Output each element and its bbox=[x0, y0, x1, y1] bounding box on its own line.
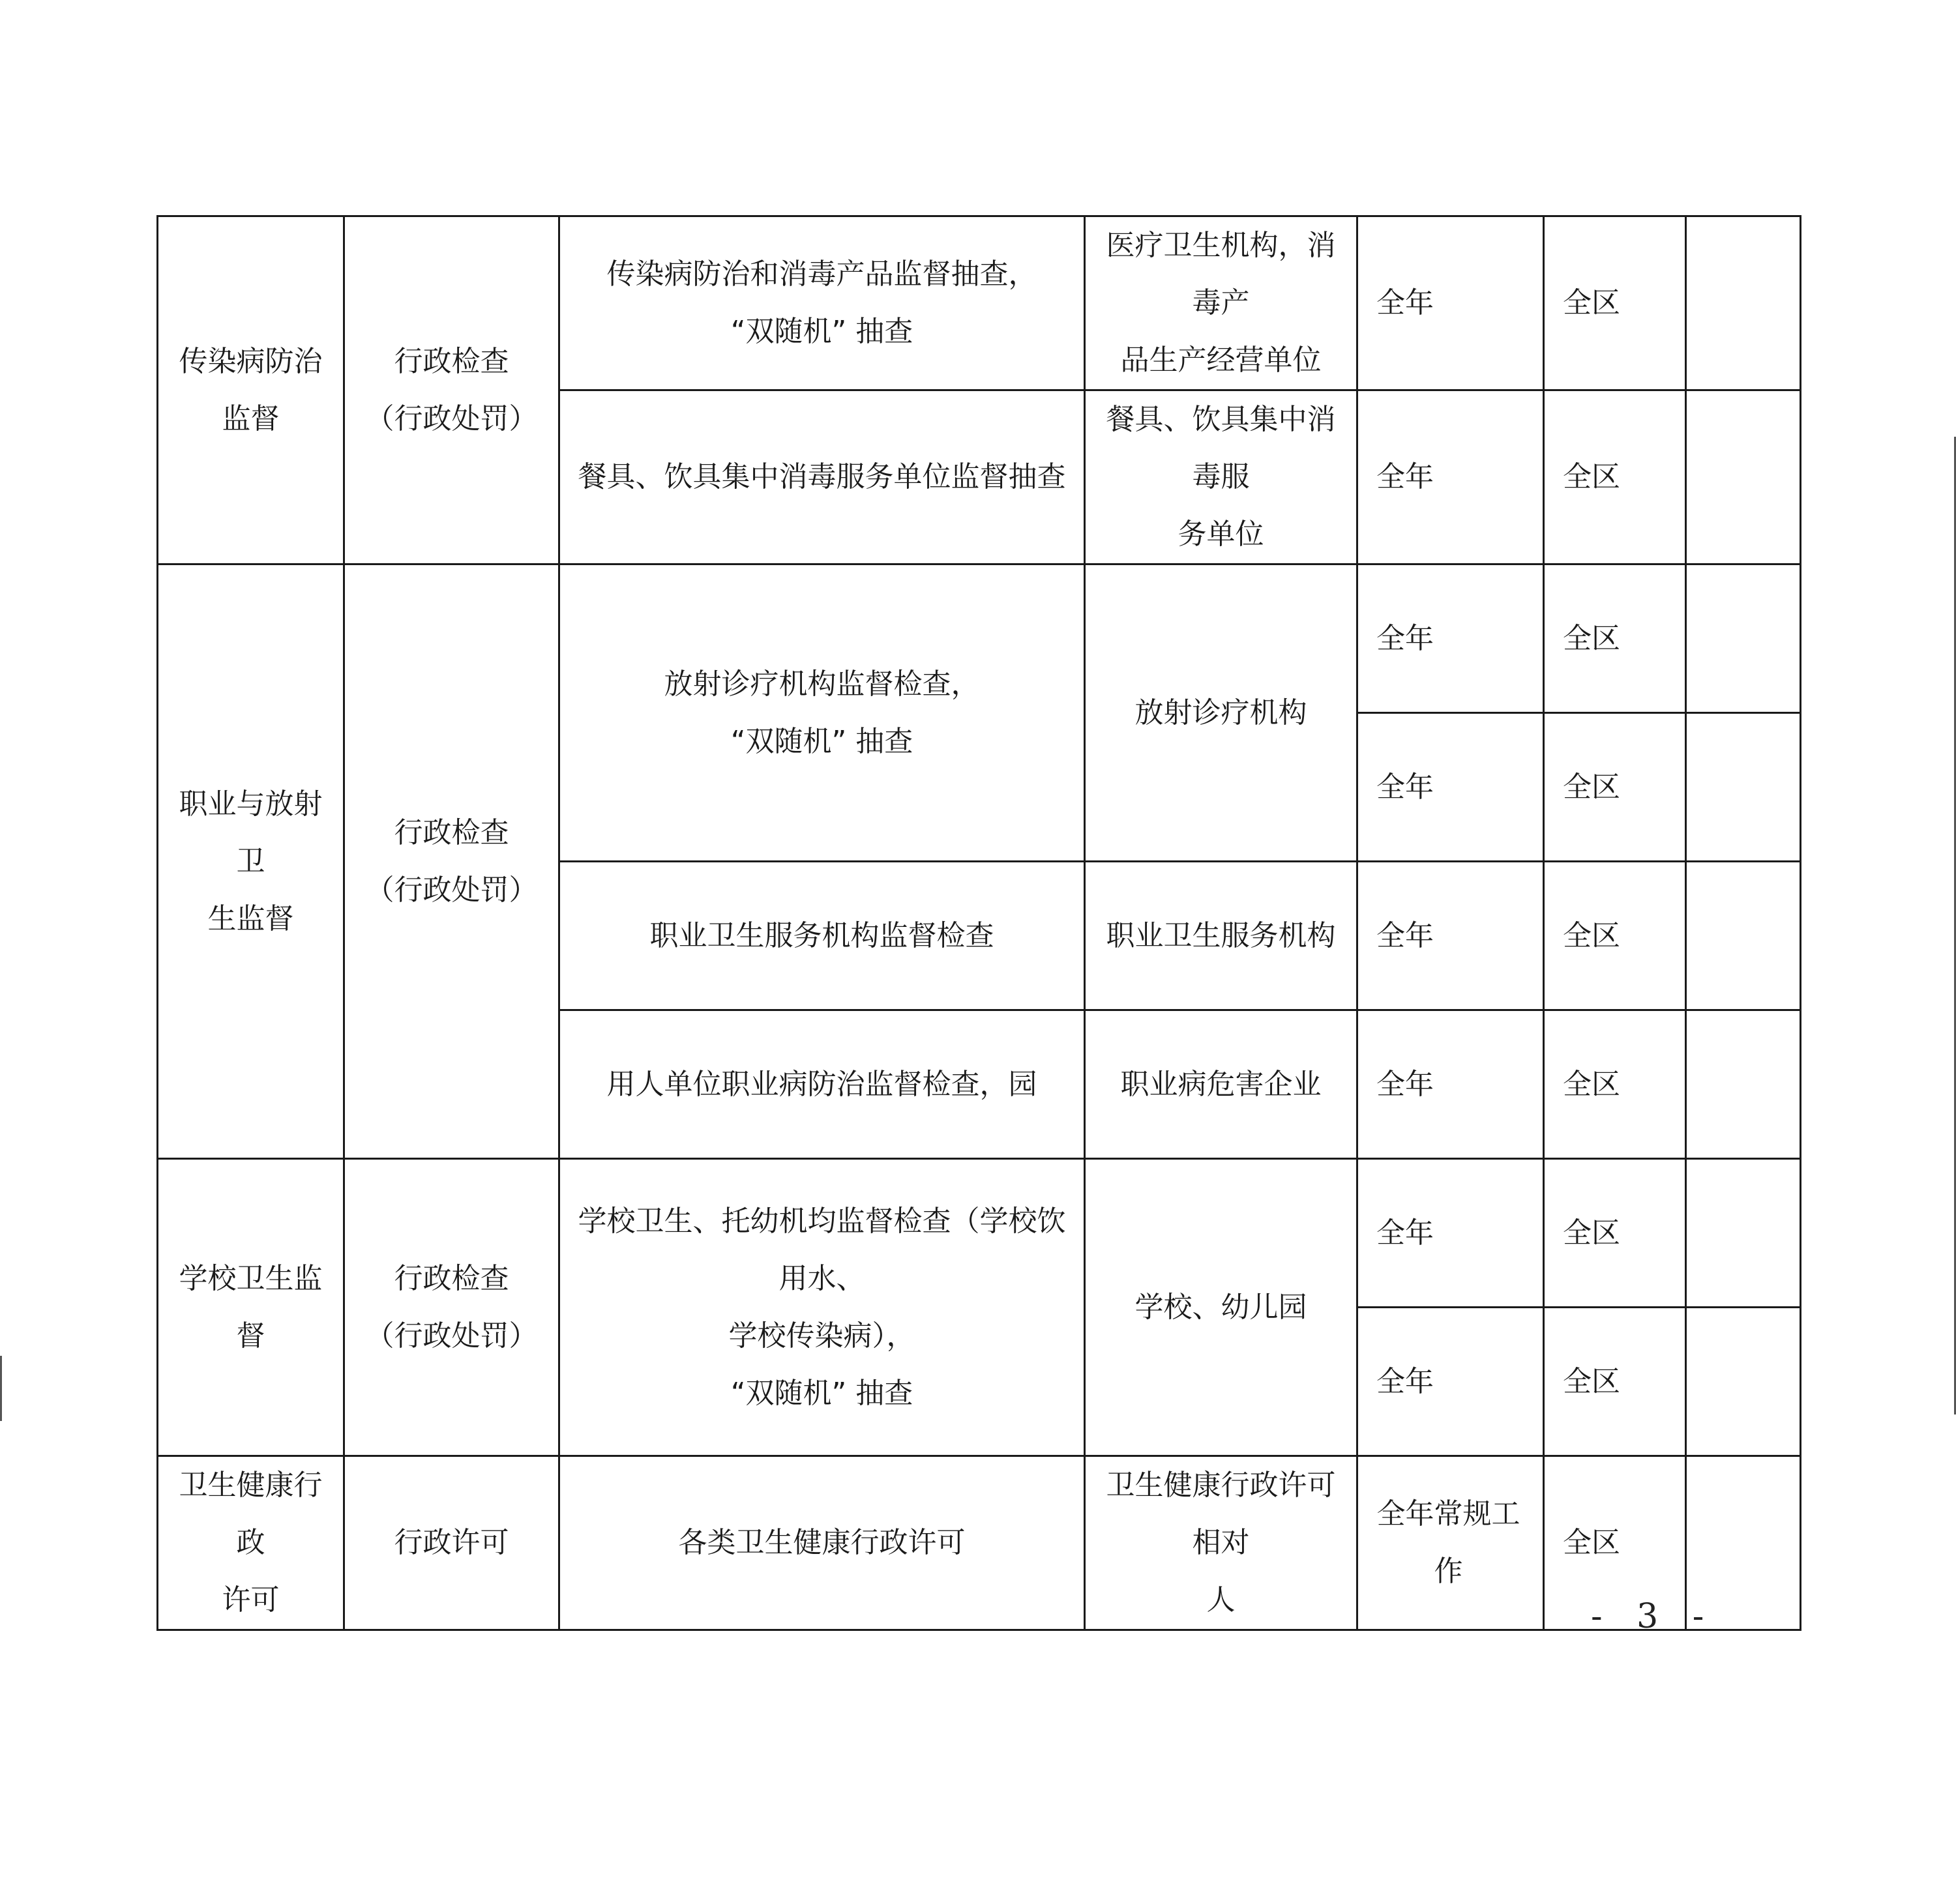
remarks-cell bbox=[1686, 713, 1801, 862]
remarks-cell bbox=[1686, 1308, 1801, 1456]
area-cell: 全区 bbox=[1544, 1456, 1686, 1630]
item-cell: 用人单位职业病防治监督检查，园 bbox=[559, 1010, 1085, 1159]
period-cell: 全年 bbox=[1357, 1308, 1544, 1456]
period-cell: 全年 bbox=[1357, 564, 1544, 713]
period-cell: 全年 bbox=[1357, 216, 1544, 390]
remarks-cell bbox=[1686, 216, 1801, 390]
remarks-cell bbox=[1686, 1010, 1801, 1159]
table-row bbox=[158, 1456, 1801, 1630]
target-cell: 餐具、饮具集中消毒服 务单位 bbox=[1085, 390, 1357, 564]
period-cell: 全年 bbox=[1357, 713, 1544, 862]
area-cell: 全区 bbox=[1544, 1010, 1686, 1159]
period-cell: 全年 bbox=[1357, 1010, 1544, 1159]
area-cell: 全区 bbox=[1544, 713, 1686, 862]
period-cell: 全年常规工作 bbox=[1357, 1456, 1544, 1630]
area-cell: 全区 bbox=[1544, 216, 1686, 390]
remarks-cell bbox=[1686, 564, 1801, 713]
remarks-cell bbox=[1686, 862, 1801, 1010]
target-cell: 职业卫生服务机构 bbox=[1085, 862, 1357, 1010]
remarks-cell bbox=[1686, 390, 1801, 564]
item-cell: 传染病防治和消毒产品监督抽查， “双随机” 抽查 bbox=[559, 216, 1085, 390]
area-cell: 全区 bbox=[1544, 564, 1686, 713]
item-cell: 学校卫生、托幼机均监督检查（学校饮用水、 学校传染病）， “双随机” 抽查 bbox=[559, 1159, 1085, 1456]
period-cell: 全年 bbox=[1357, 862, 1544, 1010]
item-cell: 放射诊疗机构监督检查， “双随机” 抽查 bbox=[559, 564, 1085, 862]
target-cell: 职业病危害企业 bbox=[1085, 1010, 1357, 1159]
period-cell: 全年 bbox=[1357, 1159, 1544, 1308]
target-cell: 医疗卫生机构，消毒产 品生产经营单位 bbox=[1085, 216, 1357, 390]
table-row bbox=[158, 1159, 1801, 1308]
remarks-cell bbox=[1686, 1159, 1801, 1308]
item-cell: 职业卫生服务机构监督检查 bbox=[559, 862, 1085, 1010]
scan-edge-line bbox=[0, 1356, 2, 1421]
table-row bbox=[158, 216, 1801, 390]
area-cell: 全区 bbox=[1544, 862, 1686, 1010]
item-cell: 各类卫生健康行政许可 bbox=[559, 1456, 1085, 1630]
category-cell: 卫生健康行政 许可 bbox=[158, 1456, 344, 1630]
period-cell: 全年 bbox=[1357, 390, 1544, 564]
category-cell: 学校卫生监督 bbox=[158, 1159, 344, 1456]
inspection-plan-table bbox=[156, 215, 1801, 1631]
area-cell: 全区 bbox=[1544, 390, 1686, 564]
area-cell: 全区 bbox=[1544, 1159, 1686, 1308]
action-cell: 行政许可 bbox=[344, 1456, 559, 1630]
target-cell: 放射诊疗机构 bbox=[1085, 564, 1357, 862]
item-cell: 餐具、饮具集中消毒服务单位监督抽查 bbox=[559, 390, 1085, 564]
category-cell: 职业与放射卫 生监督 bbox=[158, 564, 344, 1159]
table-row bbox=[158, 564, 1801, 713]
page-number: - 3 - bbox=[1591, 1597, 1716, 1636]
target-cell: 卫生健康行政许可相对 人 bbox=[1085, 1456, 1357, 1630]
action-cell: 行政检查 （行政处罚） bbox=[344, 216, 559, 564]
action-cell: 行政检查 （行政处罚） bbox=[344, 1159, 559, 1456]
target-cell: 学校、幼儿园 bbox=[1085, 1159, 1357, 1456]
category-cell: 传染病防治监督 bbox=[158, 216, 344, 564]
action-cell: 行政检查 （行政处罚） bbox=[344, 564, 559, 1159]
area-cell: 全区 bbox=[1544, 1308, 1686, 1456]
